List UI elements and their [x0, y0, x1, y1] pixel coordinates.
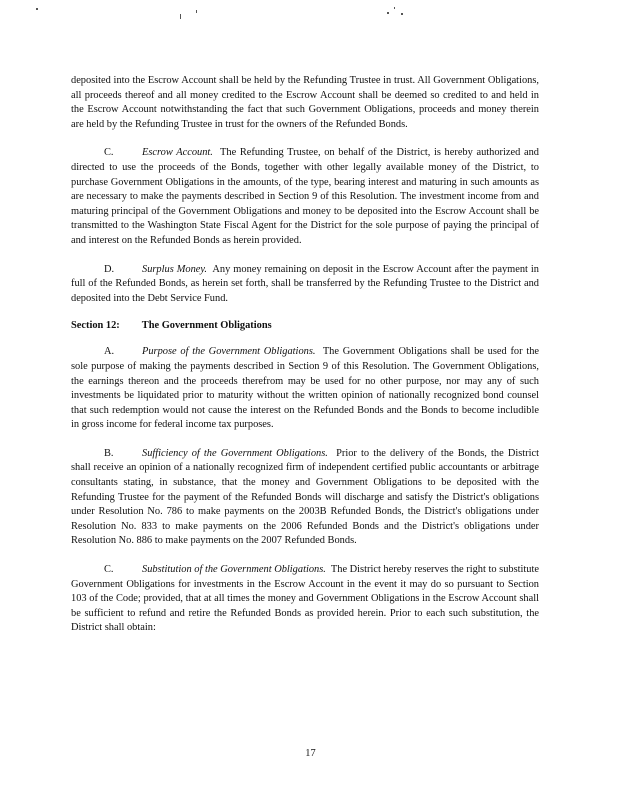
item-title: Purpose of the Government Obligations. [142, 346, 316, 358]
scan-artifact [180, 14, 181, 19]
page-number: 17 [305, 748, 316, 759]
scan-artifact [394, 7, 395, 9]
paragraph-a-purpose [71, 345, 539, 433]
section-number: Section 12: [71, 320, 120, 332]
item-body: The Government Obligations shall be used for the sole purpose of making the payments described in Section 9 of this Resolution. The Government Obligations, the earnings thereon and the proceeds therefrom may be used for no other purpose, nor may any of such investments be liquidated prior to maturity without the written opinion of nationally recognized bond counsel that such redemption would not cause the interest on the Refunded Bonds and the Bonds to become includible in gross income for federal income tax purposes. [71, 346, 540, 431]
item-label: A. [104, 346, 115, 358]
paragraph-continued: deposited into the Escrow Account shall be held by the Refunding Trustee in trust. All Government Obligations, all proceeds thereof and all money credited to the Escrow Account shall be deemed so credited to and held in the Escrow Account notwithstanding the fact that such Government Obligations, proceeds and money therein are held by the Refunding Trustee in trust for the owners of the Refunded Bonds. [71, 75, 539, 130]
paragraph-b-sufficiency [71, 447, 539, 549]
item-label: C. [104, 564, 114, 576]
body-text [71, 74, 539, 650]
item-label: C. [104, 147, 114, 159]
section-title: The Government Obligations [141, 320, 272, 332]
item-label: B. [104, 447, 114, 459]
item-title: Surplus Money. [142, 263, 208, 275]
item-body: Any money remaining on deposit in the Escrow Account after the payment in full of the Refunded Bonds, as herein set forth, shall be transferred by the Refunding Trustee to the District and deposited into the Debt Service Fund. [71, 263, 539, 304]
scan-artifact [36, 8, 38, 10]
item-title: Escrow Account. [142, 147, 213, 159]
section-heading [71, 320, 539, 331]
paragraph-c-substitution [71, 563, 539, 636]
scan-artifact [401, 13, 403, 15]
item-body: The District hereby reserves the right to substitute Government Obligations for investments in the Escrow Account in the event it may do so pursuant to Section 103 of the Code; provided, that at all times the money and Government Obligations in the Escrow Account shall be sufficient to refund and retire the Refunded Bonds as provided herein. Prior to each such substitution, the District shall obtain: [71, 564, 539, 634]
scan-artifact [196, 10, 197, 13]
scan-artifact [387, 12, 389, 14]
paragraph-d-surplus-money [71, 263, 539, 307]
item-body: Prior to the delivery of the Bonds, the District shall receive an opinion of a nationally recognized firm of independent certified public accountants or arbitrage consultants stating, in substance, that the money and Government Obligations to be deposited with the Refunding Trustee for the payment of the Refunded Bonds will discharge and satisfy the District's obligations under Resolution No. 786 to make payments on the 2003B Refunded Bonds, the District's obligations under Resolution No. 833 to make payments on the 2006 Refunded Bonds and the District's obligations under Resolution No. 886 to make payments on the 2007 Refunded Bonds. [71, 447, 539, 547]
item-title: Sufficiency of the Government Obligations. [142, 447, 328, 459]
paragraph-c-escrow-account [71, 146, 539, 248]
item-title: Substitution of the Government Obligations. [142, 564, 326, 576]
item-body: The Refunding Trustee, on behalf of the District, is hereby authorized and directed to use the proceeds of the Bonds, together with other legally available money of the District, to purchase Government Obligations in the amounts, of the type, bearing interest and maturing in such amounts as are necessary to make the payments described in Section 9 of this Resolution. The investment income from and maturing principal of the Government Obligations and money to be deposited into the Escrow Account shall be transmitted to the Washington State Fiscal Agent for the District for the sole purpose of paying the principal of and interest on the Refunded Bonds as herein provided. [71, 147, 539, 246]
item-label: D. [104, 263, 115, 275]
